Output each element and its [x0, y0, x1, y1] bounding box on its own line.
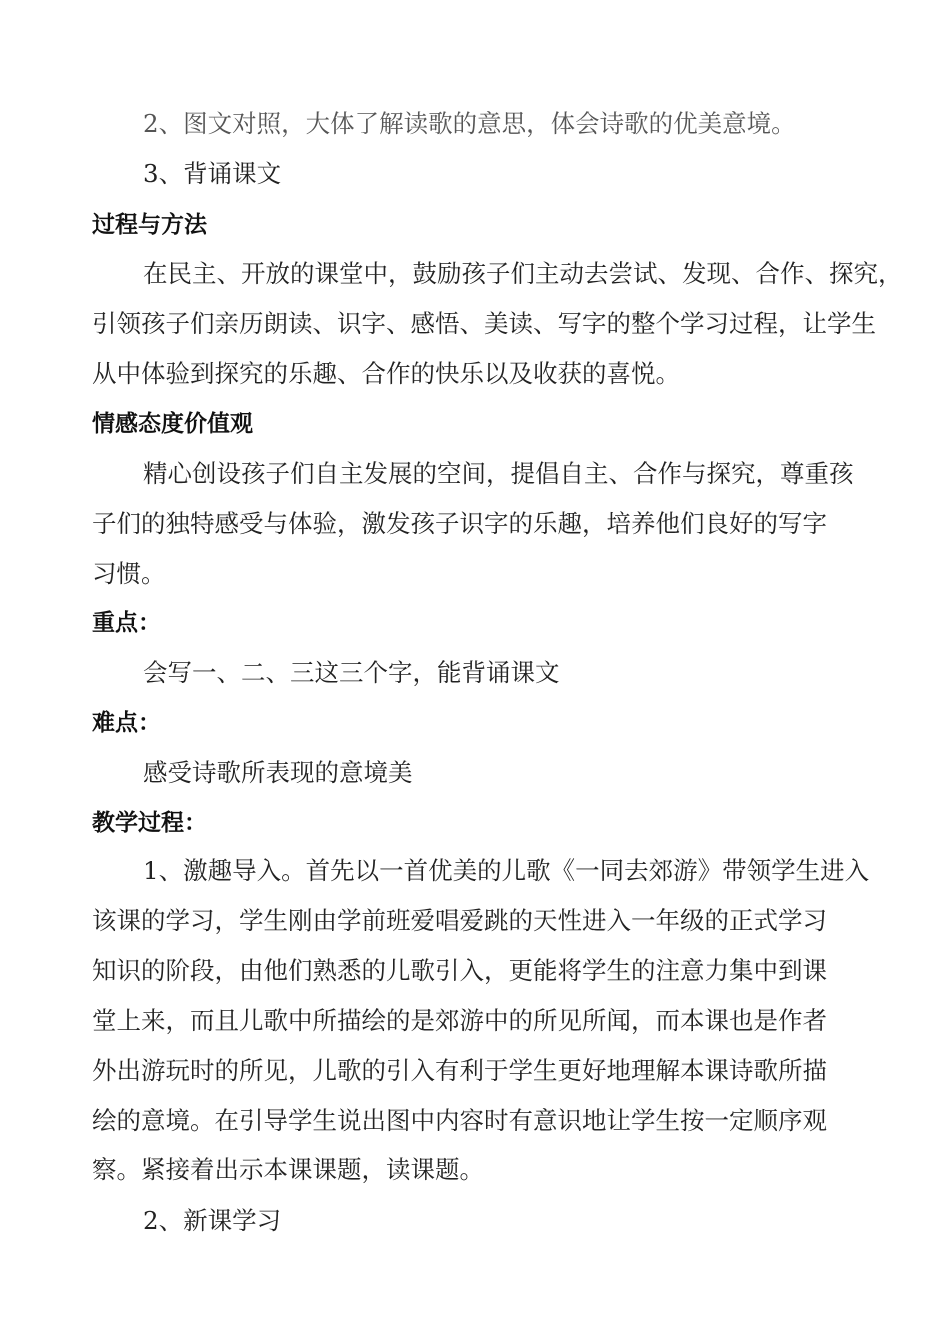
objective-item-3: 3、背诵课文 — [143, 159, 282, 188]
paragraph-line: 绘的意境。在引导学生说出图中内容时有意识地让学生按一定顺序观 — [92, 1106, 827, 1135]
paragraph-line: 从中体验到探究的乐趣、合作的快乐以及收获的喜悦。 — [92, 359, 680, 388]
section-heading-emotion-values: 情感态度价值观 — [92, 411, 253, 437]
section-heading-teaching-process: 教学过程： — [92, 810, 207, 836]
paragraph-line: 堂上来，而且儿歌中所描绘的是郊游中的所见所闻，而本课也是作者 — [92, 1006, 827, 1035]
paragraph-line: 知识的阶段，由他们熟悉的儿歌引入，更能将学生的注意力集中到课 — [92, 956, 827, 985]
objective-item-2: 2、图文对照，大体了解读歌的意思，体会诗歌的优美意境。 — [143, 109, 796, 138]
paragraph-line: 1、激趣导入。首先以一首优美的儿歌《一同去郊游》带领学生进入 — [143, 856, 870, 885]
paragraph-line: 习惯。 — [92, 559, 166, 588]
paragraph-line: 在民主、开放的课堂中，鼓励孩子们主动去尝试、发现、合作、探究， — [143, 259, 903, 288]
section-heading-key-point: 重点： — [92, 610, 161, 636]
key-point-text: 会写一、二、三这三个字，能背诵课文 — [143, 658, 560, 687]
section-heading-process-method: 过程与方法 — [92, 212, 207, 238]
paragraph-line: 察。紧接着出示本课课题，读课题。 — [92, 1155, 484, 1184]
difficulty-text: 感受诗歌所表现的意境美 — [143, 758, 413, 787]
paragraph-line: 该课的学习，学生刚由学前班爱唱爱跳的天性进入一年级的正式学习 — [92, 906, 827, 935]
paragraph-line: 子们的独特感受与体验，激发孩子识字的乐趣，培养他们良好的写字 — [92, 509, 827, 538]
paragraph-line: 外出游玩时的所见，儿歌的引入有利于学生更好地理解本课诗歌所描 — [92, 1056, 827, 1085]
paragraph-line: 精心创设孩子们自主发展的空间，提倡自主、合作与探究，尊重孩 — [143, 459, 854, 488]
paragraph-line: 引领孩子们亲历朗读、识字、感悟、美读、写字的整个学习过程，让学生 — [92, 309, 876, 338]
section-heading-difficulty: 难点： — [92, 710, 161, 736]
teaching-item-2: 2、新课学习 — [143, 1206, 282, 1235]
